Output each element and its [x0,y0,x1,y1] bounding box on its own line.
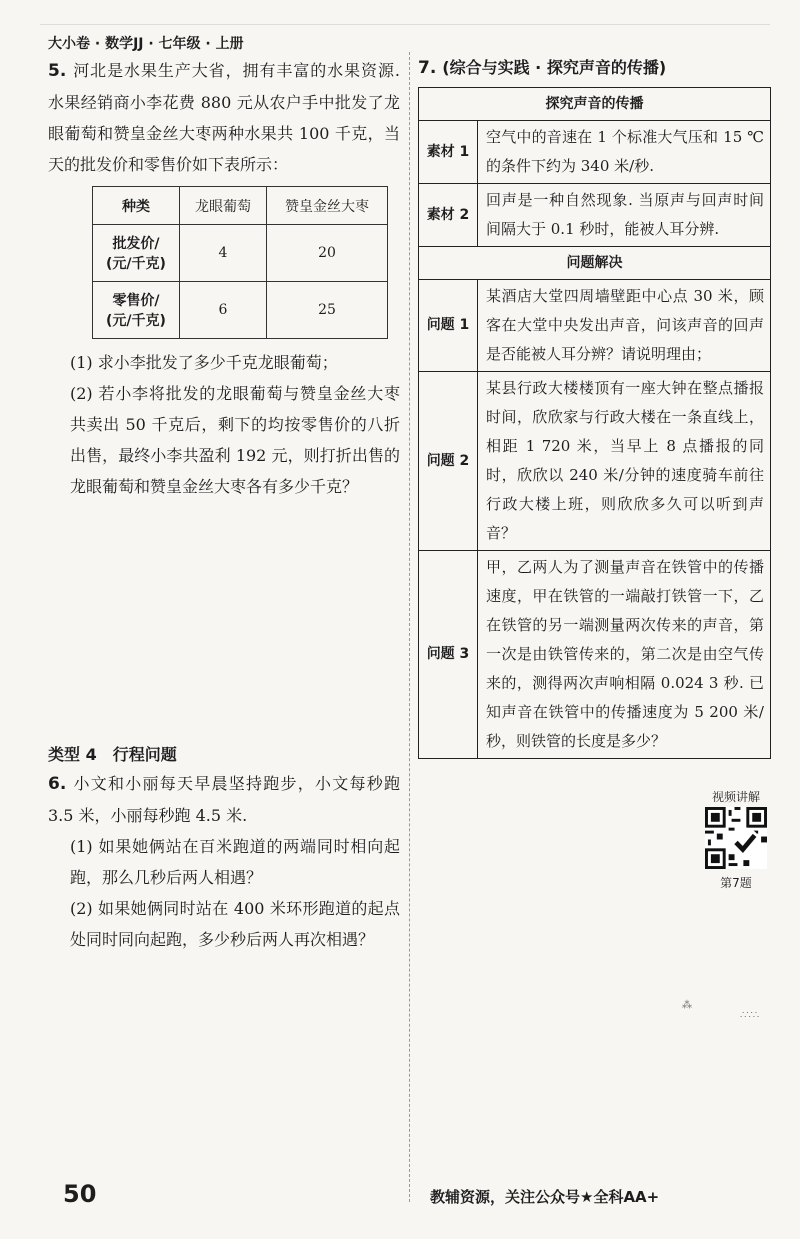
q5-number: 5. [48,61,67,81]
section-title: 类型 4 行程问题 [48,745,177,764]
problem-1-text: 某酒店大堂四周墙壁距中心点 30 米，顾客在大堂中央发出声音，问该声音的回声是否能被人耳分辨？请说明理由； [478,280,771,372]
running-header: 大小卷 · 数学JJ · 七年级 · 上册 [48,36,244,52]
q7-heading [418,55,773,81]
column-divider [409,52,410,1202]
problem-1-label: 问题 1 [419,280,478,372]
price-table-col-longan: 龙眼葡萄 [180,187,267,225]
retail-price-jujube: 25 [267,282,388,339]
top-rule [40,24,770,25]
q6-part2: (2) 如果她俩同时站在 400 米环形跑道的起点处同时同向起跑，多少秒后两人再次相遇？ [70,899,400,949]
wholesale-label-line2: (元/千克) [106,256,166,272]
price-table-corner: 种类 [93,187,180,225]
wholesale-price-label [93,225,180,282]
question-6 [48,768,400,955]
retail-price-label [93,282,180,339]
material-1-text: 空气中的音速在 1 个标准大气压和 15 ℃ 的条件下约为 340 米/秒. [478,121,771,184]
sound-table-title: 探究声音的传播 [419,88,771,121]
q5-intro-text: 河北是水果生产大省，拥有丰富的水果资源. 水果经销商小李花费 880 元从农户手中批发了龙眼葡萄和赞皇金丝大枣两种水果共 100 千克，当天的批发价和零售价如下表所示： [48,61,400,174]
retail-price-longan: 6 [180,282,267,339]
problem-2-label: 问题 2 [419,372,478,551]
price-table-col-jujube: 赞皇金丝大枣 [267,187,388,225]
problem-3-text: 甲，乙两人为了测量声音在铁管中的传播速度，甲在铁管的一端敲打铁管一下，乙在铁管的另一端测量两次传来的声音，第一次是由铁管传来的，第二次是由空气传来的，测得两次声响相隔 0.024 3 秒. 已知声音在铁管中的传播速度为 5 200 米/秒，则铁管的长度是多少？ [478,551,771,759]
print-smudge: ∴∵∴ [740,1010,760,1021]
material-2-text: 回声是一种自然现象. 当原声与回声时间间隔大于 0.1 秒时，能被人耳分辨. [478,184,771,247]
q5-part2: (2) 若小李将批发的龙眼葡萄与赞皇金丝大枣共卖出 50 千克后，剩下的均按零售价的八折出售，最终小李共盈利 192 元，则打折出售的龙眼葡萄和赞皇金丝大枣各有多少千克？ [70,384,400,496]
sound-table [418,87,771,759]
q5-part1: (1) 求小李批发了多少千克龙眼葡萄； [70,353,338,372]
problem-solving-heading: 问题解决 [419,247,771,280]
problem-3-label: 问题 3 [419,551,478,759]
q6-part1: (1) 如果她俩站在百米跑道的两端同时相向起跑，那么几秒后两人相遇？ [70,837,400,887]
q6-intro-text: 小文和小丽每天早晨坚持跑步，小文每秒跑 3.5 米，小丽每秒跑 4.5 米. [48,774,400,825]
qr-code-icon[interactable] [705,807,767,869]
question-7 [418,55,773,759]
material-1-label: 素材 1 [419,121,478,184]
q5-intro [48,55,400,180]
wholesale-price-longan: 4 [180,225,267,282]
print-smudge: ⁂ [682,1000,692,1011]
retail-label-line2: (元/千克) [106,313,166,329]
material-2-label: 素材 2 [419,184,478,247]
q6-intro [48,768,400,831]
qr-bottom-label: 第7题 [720,876,752,890]
retail-label-line1: 零售价/ [112,293,160,309]
wholesale-price-jujube: 20 [267,225,388,282]
wholesale-label-line1: 批发价/ [112,236,160,252]
video-qr-block[interactable] [700,788,772,891]
qr-top-label: 视频讲解 [711,790,760,804]
problem-2-text: 某县行政大楼楼顶有一座大钟在整点播报时间，欣欣家与行政大楼在一条直线上，相距 1 720 米，当早上 8 点播报的同时，欣欣以 240 米/分钟的速度骑车前往行政大楼上班，则欣欣多久可以听到声音？ [478,372,771,551]
q7-number: 7. [418,58,437,78]
q6-number: 6. [48,774,67,794]
question-5 [48,55,400,502]
footer-watermark: 教辅资源，关注公众号★全科AA+ [430,1188,660,1206]
price-table [92,186,388,339]
q7-title: (综合与实践 · 探究声音的传播) [442,58,667,77]
page-number: 50 [63,1180,97,1208]
